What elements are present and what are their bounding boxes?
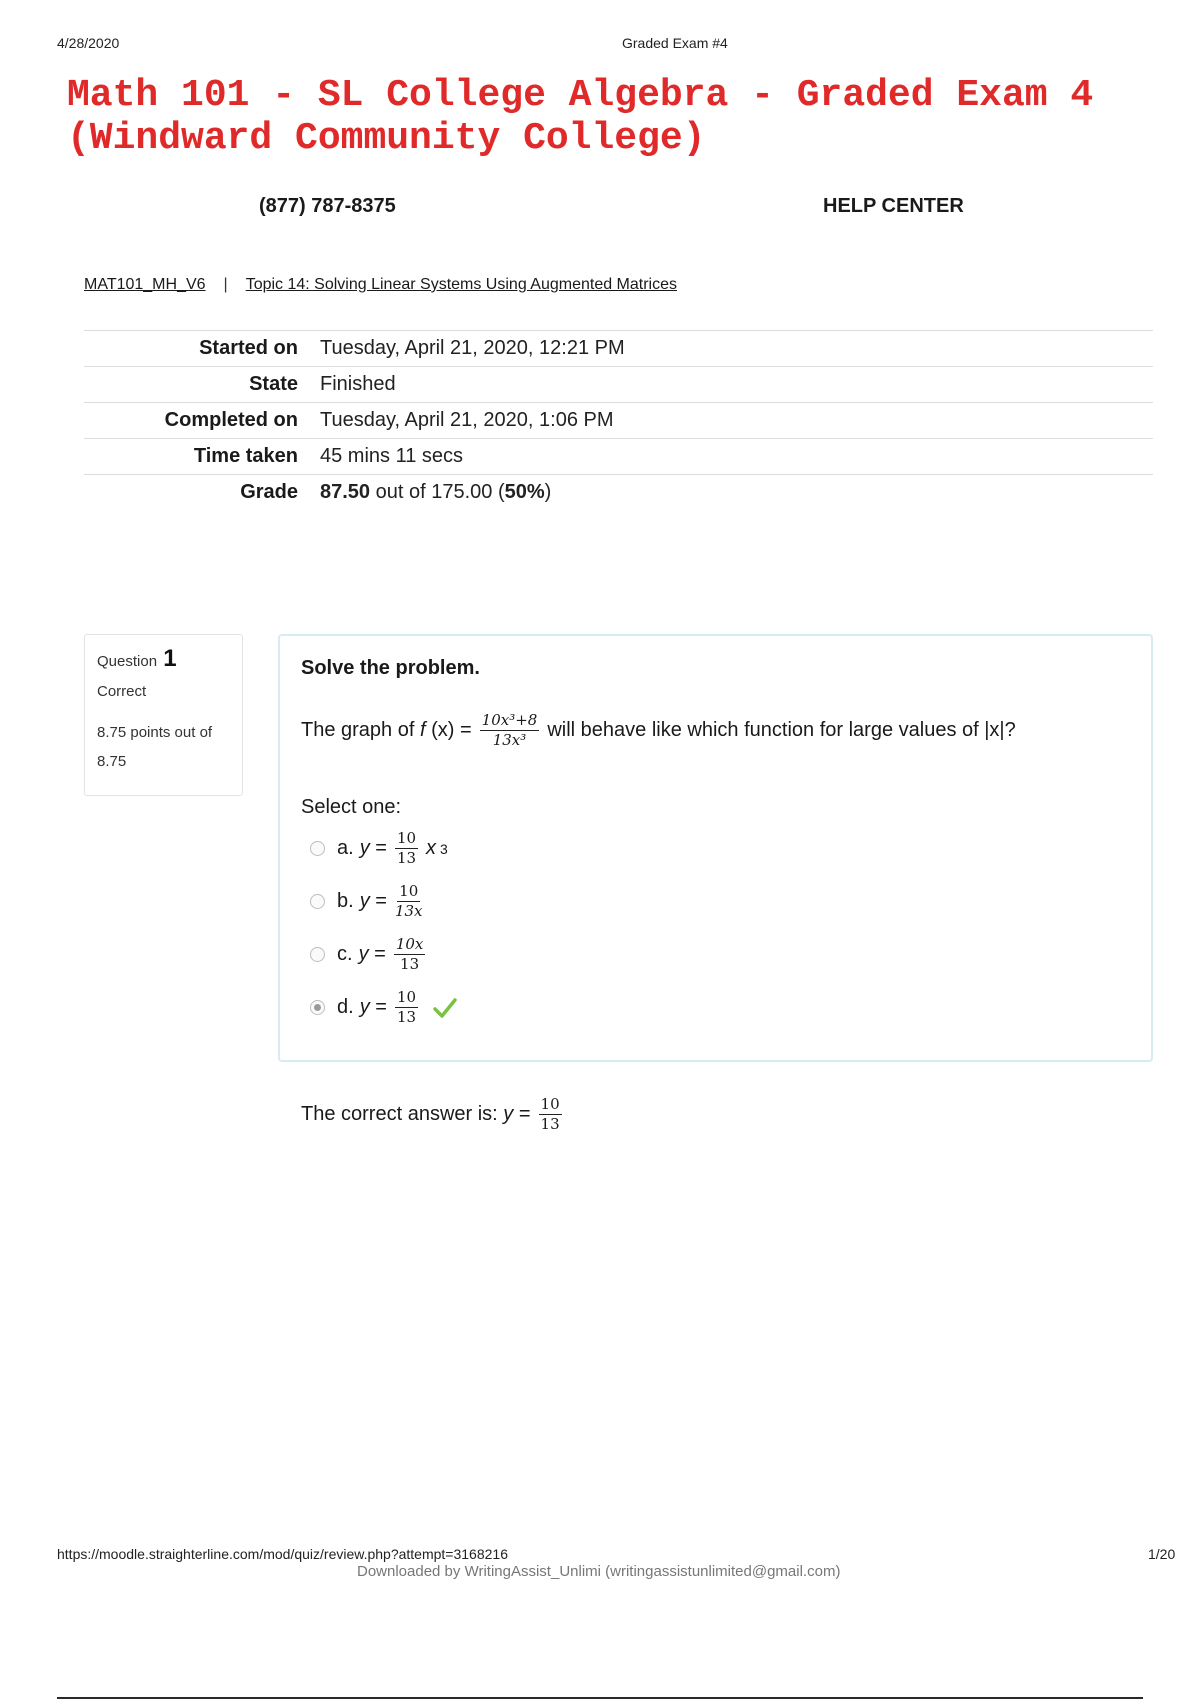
summary-row-completed: [84, 403, 1153, 439]
footer-downloaded-by: Downloaded by WritingAssist_Unlimi (writingassistunlimited@gmail.com): [357, 1563, 841, 1580]
correct-answer-text: The correct answer is:: [301, 1103, 498, 1125]
print-page-title: Graded Exam #4: [622, 35, 728, 51]
correct-answer: [301, 1096, 570, 1133]
summary-row-started: [84, 331, 1153, 367]
option-b-numerator: 10: [399, 882, 419, 900]
option-b[interactable]: [310, 883, 430, 920]
question-prompt: Solve the problem.: [301, 657, 480, 679]
option-a-y: y: [359, 837, 370, 859]
state-value: Finished: [320, 373, 396, 395]
help-center-link[interactable]: HELP CENTER: [823, 195, 964, 217]
correct-answer-denominator: 13: [540, 1115, 560, 1133]
started-on-label: Started on: [199, 337, 298, 359]
option-c-numerator: 10x: [395, 935, 424, 953]
correct-answer-eq: =: [518, 1103, 531, 1125]
question-text: [301, 712, 1016, 749]
completed-on-value: Tuesday, April 21, 2020, 1:06 PM: [320, 409, 614, 431]
summary-row-grade: [84, 475, 1153, 511]
grade-close: ): [544, 481, 552, 504]
grade-value: [320, 475, 1153, 511]
option-c[interactable]: [310, 936, 433, 973]
correct-answer-fraction: [539, 1096, 562, 1133]
grade-percent: 50%: [504, 481, 545, 504]
question-fraction-denominator: 13x³: [492, 731, 527, 749]
question-number-value: 1: [163, 645, 177, 672]
question-state: Correct: [97, 683, 147, 700]
breadcrumb-topic-link[interactable]: Topic 14: Solving Linear Systems Using Augmented Matrices: [245, 276, 678, 293]
footer-page-number: 1/20: [1148, 1546, 1176, 1562]
option-c-denominator: 13: [400, 955, 420, 973]
bottom-divider: [57, 1697, 1143, 1699]
option-c-y: y: [358, 943, 369, 965]
option-d[interactable]: [310, 989, 458, 1026]
summary-row-time: [84, 439, 1153, 475]
time-taken-label: Time taken: [193, 445, 298, 467]
question-fraction-numerator: 10x³+8: [481, 711, 538, 729]
option-c-radio[interactable]: [310, 947, 325, 962]
question-info-box: [84, 634, 243, 796]
correct-answer-numerator: 10: [540, 1095, 560, 1113]
option-b-denominator: 13x: [394, 902, 423, 920]
phone-number[interactable]: (877) 787-8375: [259, 195, 396, 217]
option-a-eq: =: [375, 837, 387, 859]
option-a-denominator: 13: [396, 849, 417, 867]
grade-out-of: out of 175.00 (: [375, 481, 505, 504]
question-text-before: The graph of: [301, 719, 415, 741]
question-number: [97, 645, 242, 673]
option-a[interactable]: [310, 830, 448, 867]
question-fx: f: [419, 719, 426, 741]
option-b-letter: b.: [337, 890, 354, 912]
footer-url: https://moodle.straighterline.com/mod/quiz/review.php?attempt=3168216: [57, 1546, 508, 1562]
option-b-fraction: [395, 883, 423, 920]
question-label: Question: [97, 653, 158, 670]
option-b-y: y: [359, 890, 370, 912]
question-points: 8.75 points out of 8.75: [97, 724, 213, 770]
option-d-eq: =: [375, 996, 387, 1018]
started-on-value: Tuesday, April 21, 2020, 12:21 PM: [320, 337, 625, 359]
option-a-radio[interactable]: [310, 841, 325, 856]
state-label: State: [249, 373, 298, 395]
option-c-letter: c.: [337, 943, 353, 965]
option-c-eq: =: [374, 943, 386, 965]
print-date: 4/28/2020: [57, 35, 120, 51]
option-d-denominator: 13: [396, 1008, 417, 1026]
option-b-radio[interactable]: [310, 894, 325, 909]
grade-label: Grade: [240, 481, 298, 504]
option-a-letter: a.: [337, 837, 354, 859]
completed-on-label: Completed on: [164, 409, 298, 431]
option-d-radio[interactable]: [310, 1000, 325, 1015]
grade-points: 87.50: [320, 481, 371, 504]
option-d-numerator: 10: [396, 988, 417, 1006]
option-b-eq: =: [375, 890, 387, 912]
time-taken-value: 45 mins 11 secs: [320, 445, 464, 467]
question-fx-arg: (x) =: [431, 719, 472, 741]
option-d-letter: d.: [337, 996, 354, 1018]
check-icon: [432, 997, 458, 1019]
correct-answer-y: y: [503, 1103, 514, 1125]
option-a-fraction: [395, 830, 418, 867]
document-title: Math 101 - SL College Algebra - Graded Exam 4 (Windward Community College): [67, 74, 1094, 160]
breadcrumb-course-link[interactable]: MAT101_MH_V6: [84, 276, 206, 293]
option-a-numerator: 10: [396, 829, 417, 847]
attempt-summary-table: [84, 330, 1153, 511]
question-text-after: will behave like which function for large values of |x|?: [547, 719, 1016, 741]
breadcrumb-separator: |: [223, 276, 228, 293]
option-a-tail: x: [426, 837, 437, 859]
breadcrumb: [84, 276, 677, 294]
option-a-exponent: 3: [440, 840, 448, 857]
select-one-label: Select one:: [301, 796, 402, 818]
option-d-fraction: [395, 989, 418, 1026]
option-d-y: y: [359, 996, 370, 1018]
question-fraction: [480, 712, 540, 749]
summary-row-state: [84, 367, 1153, 403]
option-c-fraction: [394, 936, 426, 973]
